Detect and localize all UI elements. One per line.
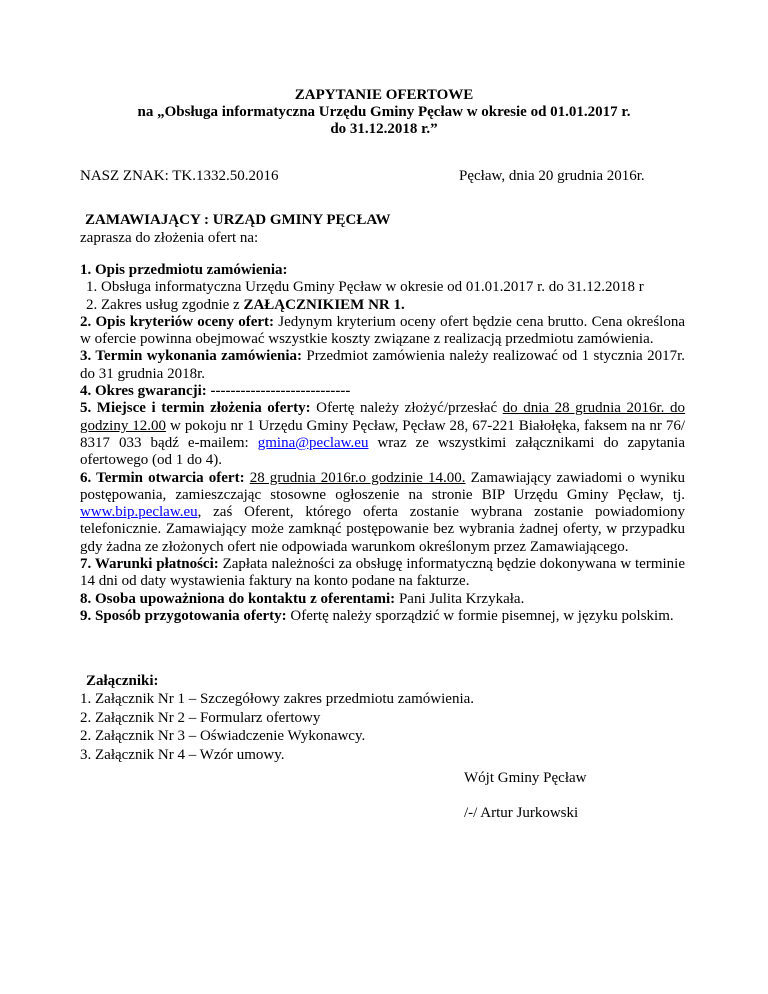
email-link[interactable]: gmina@peclaw.eu [257,434,369,451]
attachments-list [80,672,685,764]
section-9-text: Ofertę należy sporządzić w formie pisemnej, w języku polskim. [286,607,674,624]
orderer-heading: ZAMAWIAJĄCY : URZĄD GMINY PĘCŁAW [85,212,391,228]
section-9-heading: 9. Sposób przygotowania oferty: [80,607,287,624]
section-7-text: Zapłata należności za obsługę informatyczną będzie dokonywana w terminie 14 dni od daty wystawienia faktury na konto podane na fakturze. [80,556,685,590]
section-3-heading: 3. Termin wykonania zamówienia: [80,348,302,365]
section-7 [80,556,685,591]
section-6-text-1: Zamawiający zawiadomi o wyniku postępowania, zamieszczając stosowne ogłoszenie na stronie BIP Urzędu Gminy Pęcław, tj. [80,469,685,503]
section-2 [80,314,685,349]
attachment-reference: ZAŁĄCZNIKIEM NR 1. [243,296,405,313]
section-5-deadline: do dnia 28 grudnia 2016r. do godziny 12.00 [80,400,685,434]
section-1-item-2-text: 2. Zakres usług zgodnie z [86,296,244,313]
place-and-date: Pęcław, dnia 20 grudnia 2016r. [459,168,645,184]
requirements-body [80,262,685,625]
attachment-item: 2. Załącznik Nr 3 – Oświadczenie Wykonawcy. [80,728,366,745]
attachment-item: 1. Załącznik Nr 1 – Szczegółowy zakres przedmiotu zamówienia. [80,691,475,708]
section-1-item-1: 1. Obsługa informatyczna Urzędu Gminy Pęcław w okresie od 01.01.2017 r. do 31.12.2018 r [86,279,644,296]
section-9 [80,608,685,625]
section-5 [80,400,685,469]
section-3-text: Przedmiot zamówienia należy realizować od 1 stycznia 2017r. do 31 grudnia 2018r. [80,348,685,382]
document-subject-line-2: do 31.12.2018 r.” [330,121,438,137]
section-2-text: Jedynym kryterium oceny ofert będzie cena brutto. Cena określona w ofercie powinna obejmować wszystkie koszty związane z realizacją przedmiotu zamówienia. [80,313,685,348]
section-5-text-3: wraz ze wszystkimi załącznikami do zapytania ofertowego (od 1 do 4). [80,434,685,469]
reference-number: NASZ ZNAK: TK.1332.50.2016 [80,168,279,184]
section-6 [80,470,685,556]
bip-website-link[interactable]: www.bip.peclaw.eu [80,504,198,521]
section-1-item-2 [80,297,685,314]
section-2-heading: 2. Opis kryteriów oceny ofert: [80,313,275,330]
document-title: ZAPYTANIE OFERTOWE [294,87,474,103]
section-6-opening-date: 28 grudnia 2016r.o godzinie 14.00. [249,469,466,486]
invitation-text: zaprasza do złożenia ofert na: [80,230,259,246]
signatory-name: /-/ Artur Jurkowski [464,805,579,821]
section-6-text-2: , zaś Oferent, którego oferta zostanie wybrana zostanie powiadomiony telefonicznie. Zamawiający może zamknąć postępowanie bez wybrania żadnej oferty, w przypadku gdy żadna ze złożonych ofert nie odpowiada warunkom określonym przez Zamawiającego. [80,504,685,555]
section-5-text-1: Ofertę należy złożyć/przesłać [310,400,503,417]
attachments-heading: Załączniki: [86,673,159,689]
section-5-text-2: w pokoju nr 1 Urzędu Gminy Pęcław, Pęcław 28, 67-221 Białołęka, faksem na nr 76/ 8317 033 bądź e-mailem: [80,417,686,451]
section-8-heading: 8. Osoba upoważniona do kontaktu z oferentami: [80,590,396,607]
attachment-item: 2. Załącznik Nr 2 – Formularz ofertowy [80,709,321,726]
attachment-item: 3. Załącznik Nr 4 – Wzór umowy. [80,746,285,763]
section-1 [80,262,685,279]
signatory-title: Wójt Gminy Pęcław [464,770,587,786]
section-8-text: Pani Julita Krzykała. [395,590,525,607]
document-subject-line-1: na „Obsługa informatyczna Urzędu Gminy Pęcław w okresie od 01.01.2017 r. [137,104,631,120]
section-4 [80,383,685,400]
section-8 [80,591,685,608]
section-1-heading: 1. Opis przedmiotu zamówienia: [80,262,288,278]
section-3 [80,348,685,383]
section-7-heading: 7. Warunki płatności: [80,556,219,573]
section-4-heading: 4. Okres gwarancji: ---------------------------- [80,383,351,400]
section-6-heading: 6. Termin otwarcia ofert: [80,469,245,486]
section-5-heading: 5. Miejsce i termin złożenia oferty: [80,400,311,417]
